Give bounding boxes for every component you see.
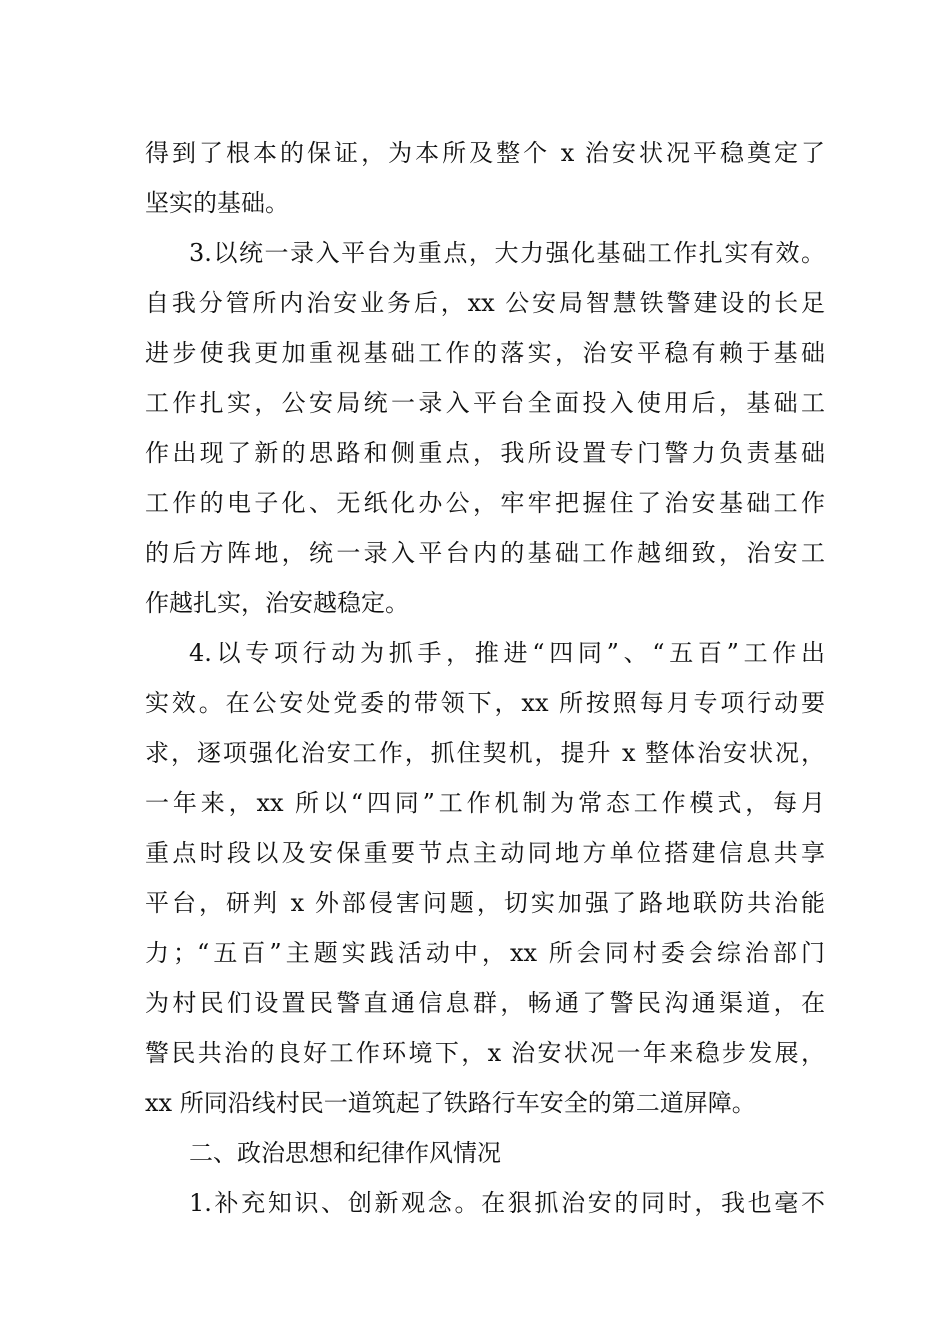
- text-line: 为村民们设置民警直通信息群，畅通了警民沟通渠道，在: [145, 989, 825, 1017]
- numbered-item-4: 4.以专项行动为抓手，推进“四同”、“五百”工作出: [189, 639, 825, 667]
- text-line: 一年来，xx 所以“四同”工作机制为常态工作模式，每月: [145, 789, 825, 817]
- text-line: xx 所同沿线村民一道筑起了铁路行车安全的第二道屏障。: [145, 1089, 756, 1117]
- text-line: 实效。在公安处党委的带领下，xx 所按照每月专项行动要: [145, 689, 825, 717]
- text-line: 重点时段以及安保重要节点主动同地方单位搭建信息共享: [145, 839, 825, 867]
- document-body: [145, 128, 825, 1228]
- text-line: 作出现了新的思路和侧重点，我所设置专门警力负责基础: [145, 439, 825, 467]
- text-line: 力；“五百”主题实践活动中，xx 所会同村委会综治部门: [145, 939, 825, 967]
- text-line: 工作扎实，公安局统一录入平台全面投入使用后，基础工: [145, 389, 825, 417]
- text-line: 作越扎实，治安越稳定。: [145, 589, 409, 617]
- text-line: 平台，研判 x 外部侵害问题，切实加强了路地联防共治能: [145, 889, 825, 917]
- numbered-item-3: 3.以统一录入平台为重点，大力强化基础工作扎实有效。: [189, 239, 825, 267]
- text-line: 警民共治的良好工作环境下，x 治安状况一年来稳步发展，: [145, 1039, 825, 1067]
- text-line: 的后方阵地，统一录入平台内的基础工作越细致，治安工: [145, 539, 825, 567]
- text-line: 求，逐项强化治安工作，抓住契机，提升 x 整体治安状况，: [145, 739, 825, 767]
- section-heading: 二、政治思想和纪律作风情况: [189, 1139, 501, 1167]
- text-line: 坚实的基础。: [145, 189, 289, 217]
- numbered-item-1: 1.补充知识、创新观念。在狠抓治安的同时，我也毫不: [189, 1189, 825, 1217]
- text-line: 进步使我更加重视基础工作的落实，治安平稳有赖于基础: [145, 339, 825, 367]
- text-line: 工作的电子化、无纸化办公，牢牢把握住了治安基础工作: [145, 489, 825, 517]
- text-line: 自我分管所内治安业务后，xx 公安局智慧铁警建设的长足: [145, 289, 825, 317]
- text-line: 得到了根本的保证，为本所及整个 x 治安状况平稳奠定了: [145, 139, 825, 167]
